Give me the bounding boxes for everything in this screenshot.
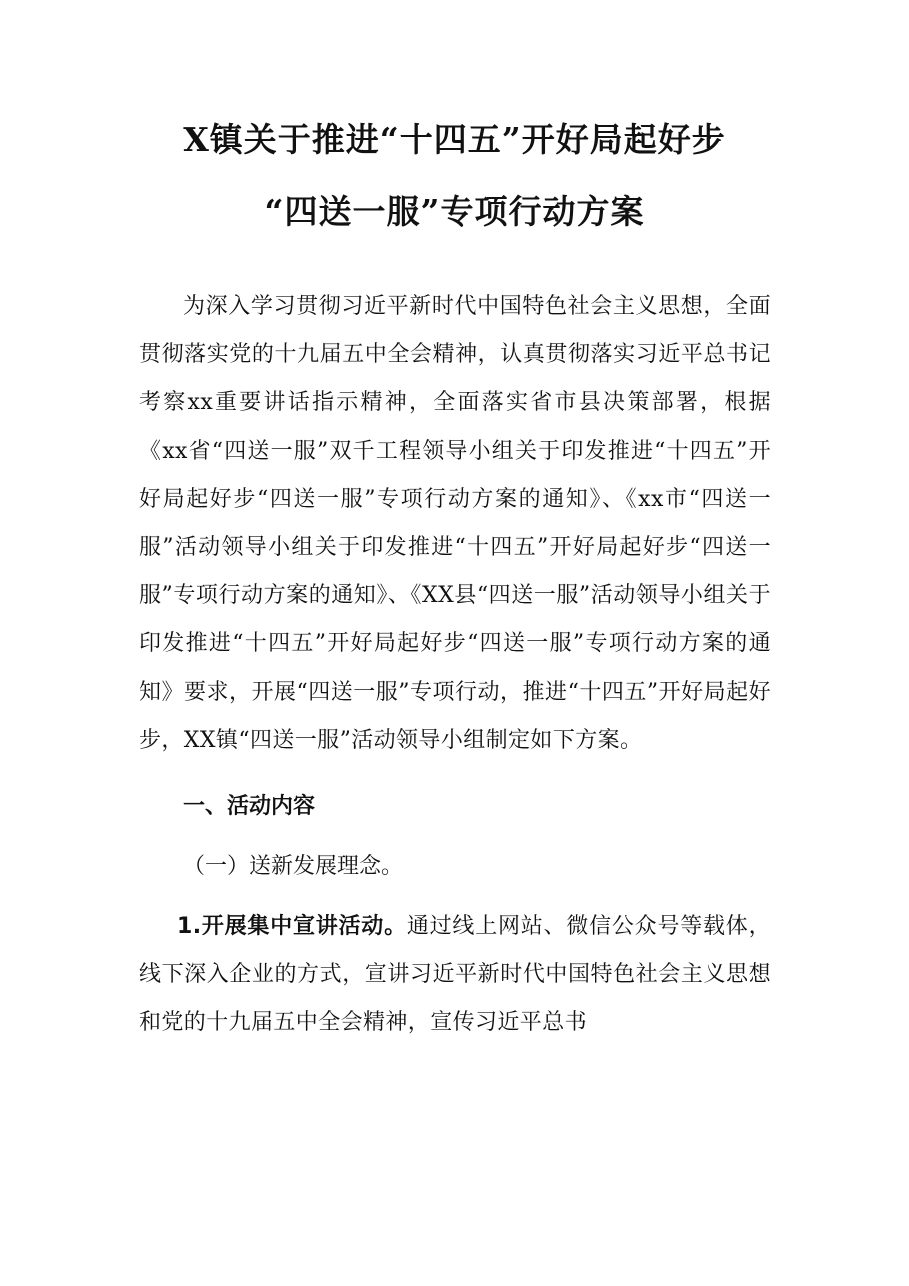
document-body bbox=[139, 283, 771, 1048]
document-title-line-1: X镇关于推进“十四五”开好局起好步 bbox=[183, 120, 726, 159]
section-heading: 一、活动内容 bbox=[183, 794, 316, 820]
item-paragraph bbox=[139, 903, 771, 1048]
intro-paragraph: 为深入学习贯彻习近平新时代中国特色社会主义思想，全面贯彻落实党的十九届五中全会精神，认真贯彻落实习近平总书记考察xx重要讲话指示精神，全面落实省市县决策部署，根据《xx省“四送一服”双千工程领导小组关于印发推进“十四五”开好局起好步“四送一服”专项行动方案的通知》、《xx市“四送一服”活动领导小组关于印发推进“十四五”开好局起好步“四送一服”专项行动方案的通知》、《XX县“四送一服”活动领导小组关于印发推进“十四五”开好局起好步“四送一服”专项行动方案的通知》要求，开展“四送一服”专项行动，推进“十四五”开好局起好步，XX镇“四送一服”活动领导小组制定如下方案。 bbox=[139, 294, 771, 753]
item-text: 通过线上网站、微信公众号等载体，线下深入企业的方式，宣讲习近平新时代中国特色社会主义思想和党的十九届五中全会精神，宣传习近平总书 bbox=[139, 914, 771, 1036]
document-title-line-2: “四送一服”专项行动方案 bbox=[264, 192, 645, 231]
subsection-heading: （一）送新发展理念。 bbox=[183, 854, 404, 880]
item-lead: 1.开展集中宣讲活动。 bbox=[177, 914, 407, 940]
